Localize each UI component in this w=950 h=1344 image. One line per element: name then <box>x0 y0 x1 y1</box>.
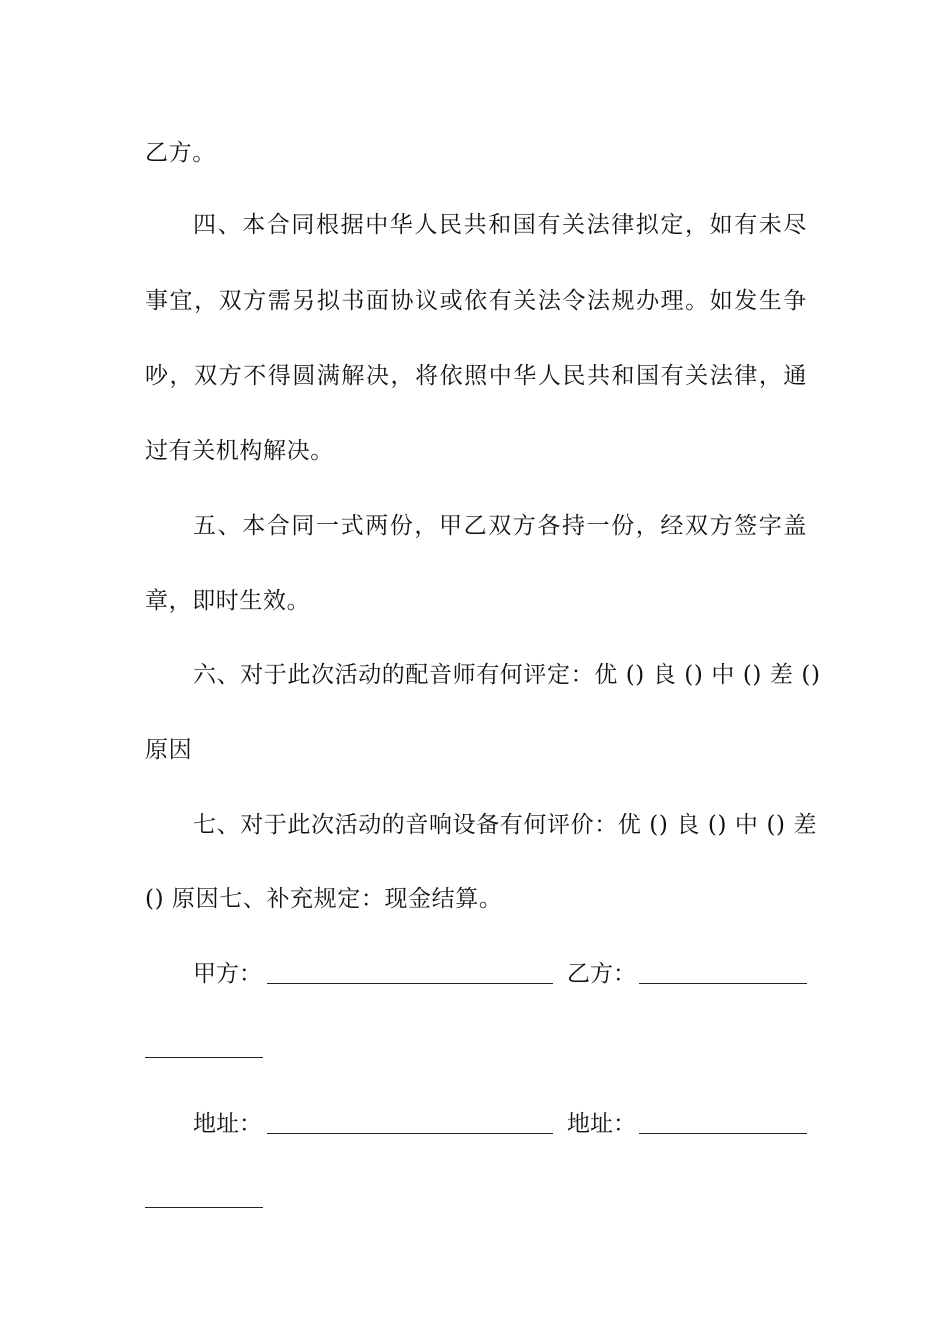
clause-four-line: 过有关机构解决。 <box>145 438 334 464</box>
clause-five-line: 五、本合同一式两份，甲乙双方各持一份，经双方签字盖 <box>193 513 807 539</box>
party-a-label: 甲方： <box>193 961 262 987</box>
clause-seven-line: () 原因七、补充规定：现金结算。 <box>145 886 503 912</box>
address-b-blank[interactable] <box>639 1133 807 1134</box>
paragraph-line: 乙方。 <box>145 140 216 166</box>
party-a-signature-blank[interactable] <box>267 983 553 984</box>
signature-row <box>193 959 807 993</box>
clause-six-line: 原因 <box>145 737 193 763</box>
address-b-blank-continued[interactable] <box>145 1207 263 1208</box>
clause-seven-line: 七、对于此次活动的音响设备有何评价：优 () 良 () 中 () 差 <box>193 812 818 838</box>
party-b-signature-blank-continued[interactable] <box>145 1057 263 1058</box>
party-b-signature-blank[interactable] <box>639 983 807 984</box>
address-a-blank[interactable] <box>267 1133 553 1134</box>
address-row <box>193 1109 807 1143</box>
clause-four-line: 四、本合同根据中华人民共和国有关法律拟定，如有未尽 <box>193 212 807 238</box>
clause-five-line: 章，即时生效。 <box>145 588 311 614</box>
clause-four-line: 事宜，双方需另拟书面协议或依有关法令法规办理。如发生争 <box>145 288 807 314</box>
address-a-label: 地址： <box>193 1111 262 1137</box>
party-b-label: 乙方： <box>567 961 636 987</box>
address-b-label: 地址： <box>567 1111 636 1137</box>
clause-six-line: 六、对于此次活动的配音师有何评定：优 () 良 () 中 () 差 () <box>193 662 821 688</box>
clause-four-line: 吵，双方不得圆满解决，将依照中华人民共和国有关法律，通 <box>145 363 807 389</box>
